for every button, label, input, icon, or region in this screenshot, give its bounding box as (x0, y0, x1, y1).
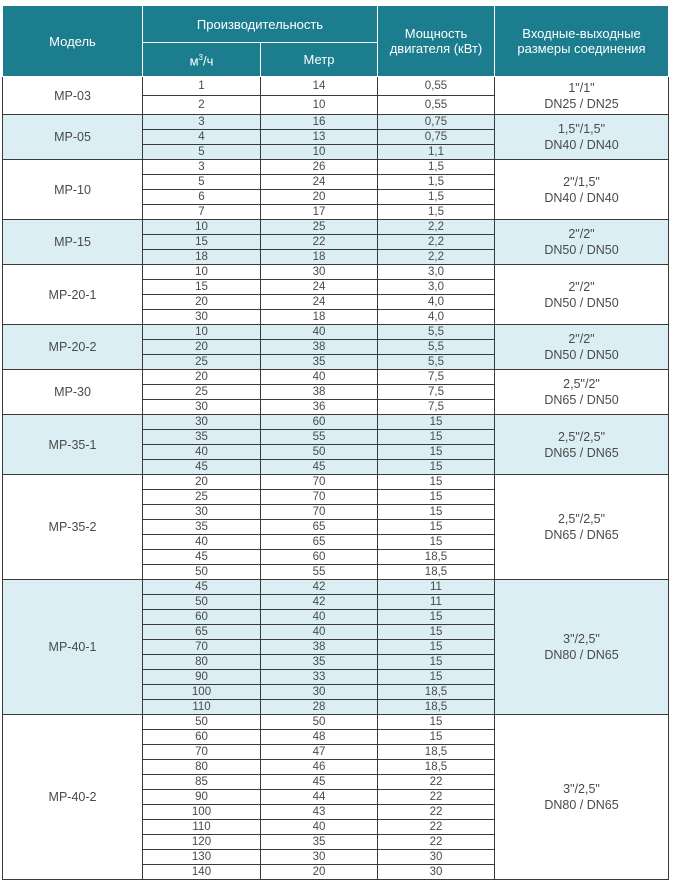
flow-cell: 30 (143, 310, 261, 325)
table-row (3, 220, 669, 235)
connection-size-line: DN65 / DN50 (544, 393, 619, 407)
flow-cell: 70 (143, 745, 261, 760)
flow-cell: 1 (143, 77, 261, 96)
power-cell: 15 (378, 505, 495, 520)
connection-size-cell (495, 475, 669, 580)
head-cell: 24 (261, 280, 378, 295)
flow-cell: 80 (143, 760, 261, 775)
connection-size-line: DN80 / DN65 (544, 648, 619, 662)
connection-size-line: DN40 / DN40 (544, 190, 619, 205)
connection-size-line: 2"/2" (568, 279, 595, 294)
flow-cell: 120 (143, 835, 261, 850)
head-cell: 60 (261, 415, 378, 430)
power-cell: 18,5 (378, 565, 495, 580)
pump-spec-table (2, 5, 669, 880)
head-cell: 40 (261, 610, 378, 625)
table-row (3, 325, 669, 340)
power-cell: 18,5 (378, 685, 495, 700)
head-cell: 46 (261, 760, 378, 775)
head-cell: 25 (261, 220, 378, 235)
head-cell: 70 (261, 505, 378, 520)
power-cell: 22 (378, 805, 495, 820)
head-cell: 24 (261, 295, 378, 310)
power-cell: 18,5 (378, 700, 495, 715)
head-cell: 26 (261, 160, 378, 175)
table-row (3, 370, 669, 385)
connection-size-cell (495, 265, 669, 325)
power-cell: 15 (378, 475, 495, 490)
power-cell: 1,5 (378, 160, 495, 175)
power-cell: 18,5 (378, 745, 495, 760)
flow-cell: 30 (143, 400, 261, 415)
connection-size-cell (495, 415, 669, 475)
flow-cell: 80 (143, 655, 261, 670)
connection-size-line: 2"/2" (568, 332, 595, 346)
head-cell: 30 (261, 685, 378, 700)
head-cell: 13 (261, 130, 378, 145)
power-cell: 7,5 (378, 385, 495, 400)
head-cell: 33 (261, 670, 378, 685)
model-header: Модель (3, 6, 143, 77)
power-cell: 15 (378, 445, 495, 460)
head-cell: 16 (261, 115, 378, 130)
head-cell: 35 (261, 355, 378, 370)
head-cell: 18 (261, 310, 378, 325)
power-cell: 1,5 (378, 190, 495, 205)
power-cell: 22 (378, 775, 495, 790)
head-cell: 47 (261, 745, 378, 760)
connection-size-line: DN50 / DN50 (544, 295, 619, 310)
connection-size-cell (495, 160, 669, 220)
power-cell: 15 (378, 670, 495, 685)
head-cell: 45 (261, 775, 378, 790)
connection-size-cell (495, 325, 669, 370)
flow-cell: 18 (143, 250, 261, 265)
connection-size-line: DN25 / DN25 (544, 96, 619, 111)
power-cell: 22 (378, 820, 495, 835)
head-cell: 55 (261, 430, 378, 445)
power-cell: 11 (378, 595, 495, 610)
connection-size-line: DN65 / DN65 (544, 445, 619, 460)
power-cell: 0,55 (378, 96, 495, 115)
power-cell: 15 (378, 610, 495, 625)
power-cell: 15 (378, 655, 495, 670)
head-cell: 36 (261, 400, 378, 415)
power-cell: 18,5 (378, 550, 495, 565)
head-cell: 65 (261, 520, 378, 535)
head-cell: 50 (261, 445, 378, 460)
flow-cell: 100 (143, 685, 261, 700)
head-cell: 60 (261, 550, 378, 565)
table-row (3, 77, 669, 96)
connection-size-line: 3"/2,5" (563, 782, 600, 796)
table-row (3, 715, 669, 730)
flow-cell: 60 (143, 730, 261, 745)
flow-cell: 20 (143, 295, 261, 310)
flow-cell: 100 (143, 805, 261, 820)
flow-cell: 130 (143, 850, 261, 865)
flow-cell: 20 (143, 370, 261, 385)
power-cell: 1,5 (378, 205, 495, 220)
connection-size-line: 2,5"/2,5" (557, 512, 606, 526)
flow-cell: 35 (143, 430, 261, 445)
table-row (3, 160, 669, 175)
power-cell: 3,0 (378, 265, 495, 280)
power-cell: 5,5 (378, 355, 495, 370)
head-cell: 38 (261, 340, 378, 355)
power-cell: 3,0 (378, 280, 495, 295)
power-cell: 2,2 (378, 220, 495, 235)
flow-cell: 25 (143, 385, 261, 400)
flow-cell: 20 (143, 340, 261, 355)
head-cell: 45 (261, 460, 378, 475)
power-cell: 15 (378, 730, 495, 745)
flow-cell: 50 (143, 565, 261, 580)
power-cell: 30 (378, 865, 495, 880)
power-cell: 4,0 (378, 310, 495, 325)
power-cell: 30 (378, 850, 495, 865)
power-cell: 15 (378, 490, 495, 505)
flow-cell: 40 (143, 445, 261, 460)
head-cell: 35 (261, 835, 378, 850)
flow-cell: 50 (143, 595, 261, 610)
model-cell: MP-20-2 (3, 325, 143, 370)
power-cell: 0,75 (378, 130, 495, 145)
connection-size-line: DN50 / DN50 (544, 243, 619, 257)
power-cell: 15 (378, 625, 495, 640)
power-cell: 22 (378, 835, 495, 850)
head-cell: 50 (261, 715, 378, 730)
table-row (3, 580, 669, 595)
head-cell: 40 (261, 325, 378, 340)
table-row (3, 475, 669, 490)
model-cell: MP-15 (3, 220, 143, 265)
power-cell: 0,75 (378, 115, 495, 130)
head-cell: 24 (261, 175, 378, 190)
connection-size-line: 2"/2" (568, 227, 595, 241)
connection-size-cell (495, 580, 669, 715)
power-cell: 7,5 (378, 370, 495, 385)
flow-cell: 10 (143, 325, 261, 340)
power-cell: 1,5 (378, 175, 495, 190)
power-cell: 15 (378, 430, 495, 445)
head-cell: 55 (261, 565, 378, 580)
connection-size-line: 1"/1" (568, 80, 595, 95)
model-cell: MP-10 (3, 160, 143, 220)
flow-cell: 45 (143, 550, 261, 565)
power-cell: 22 (378, 790, 495, 805)
head-cell: 40 (261, 820, 378, 835)
connection-size-line: 2,5"/2,5" (557, 429, 606, 444)
power-cell: 15 (378, 460, 495, 475)
head-cell: 40 (261, 625, 378, 640)
power-cell: 7,5 (378, 400, 495, 415)
power-cell: 15 (378, 415, 495, 430)
head-cell: 40 (261, 370, 378, 385)
flow-cell: 2 (143, 96, 261, 115)
head-cell: 22 (261, 235, 378, 250)
head-cell: 14 (261, 77, 378, 96)
flow-cell: 10 (143, 265, 261, 280)
flow-cell: 65 (143, 625, 261, 640)
power-cell: 5,5 (378, 325, 495, 340)
head-cell: 18 (261, 250, 378, 265)
performance-header: Производительность (143, 6, 378, 43)
connection-size-cell (495, 77, 669, 115)
power-cell: 18,5 (378, 760, 495, 775)
flow-cell: 90 (143, 670, 261, 685)
head-cell: 48 (261, 730, 378, 745)
connection-size-cell (495, 220, 669, 265)
head-cell: 42 (261, 595, 378, 610)
flow-cell: 140 (143, 865, 261, 880)
table-row (3, 415, 669, 430)
flow-cell: 90 (143, 790, 261, 805)
head-cell: 70 (261, 475, 378, 490)
flow-cell: 6 (143, 190, 261, 205)
head-cell: 43 (261, 805, 378, 820)
connection-size-line: 2,5"/2" (563, 377, 600, 391)
flow-cell: 25 (143, 355, 261, 370)
head-cell: 38 (261, 640, 378, 655)
model-cell: MP-35-1 (3, 415, 143, 475)
flow-cell: 30 (143, 415, 261, 430)
head-cell: 20 (261, 190, 378, 205)
power-cell: 15 (378, 715, 495, 730)
power-cell: 2,2 (378, 250, 495, 265)
head-cell: 20 (261, 865, 378, 880)
power-cell: 15 (378, 520, 495, 535)
flow-cell: 20 (143, 475, 261, 490)
flow-cell: 60 (143, 610, 261, 625)
model-cell: MP-05 (3, 115, 143, 160)
flow-cell: 4 (143, 130, 261, 145)
connection-size-line: 1,5"/1,5" (557, 122, 606, 136)
head-cell: 28 (261, 700, 378, 715)
flow-cell: 85 (143, 775, 261, 790)
connection-size-line: DN65 / DN65 (544, 528, 619, 542)
model-cell: MP-03 (3, 77, 143, 115)
head-cell: 38 (261, 385, 378, 400)
power-header: Мощность двигателя (кВт) (378, 6, 495, 77)
power-cell: 15 (378, 535, 495, 550)
head-cell: 30 (261, 850, 378, 865)
model-cell: MP-40-2 (3, 715, 143, 880)
connection-size-line: 3"/2,5" (563, 632, 600, 646)
power-cell: 2,2 (378, 235, 495, 250)
model-cell: MP-35-2 (3, 475, 143, 580)
model-cell: MP-40-1 (3, 580, 143, 715)
power-cell: 1,1 (378, 145, 495, 160)
table-header (3, 6, 669, 77)
flow-cell: 3 (143, 160, 261, 175)
flow-cell: 25 (143, 490, 261, 505)
head-cell: 17 (261, 205, 378, 220)
table-row (3, 115, 669, 130)
connection-size-cell (495, 370, 669, 415)
flow-cell: 5 (143, 145, 261, 160)
flow-cell: 50 (143, 715, 261, 730)
flow-cell: 10 (143, 220, 261, 235)
flow-cell: 110 (143, 700, 261, 715)
connection-size-line: DN50 / DN50 (544, 348, 619, 362)
connection-size-line: DN80 / DN65 (544, 798, 619, 812)
head-unit-header: Метр (261, 43, 378, 77)
head-cell: 44 (261, 790, 378, 805)
flow-cell: 15 (143, 280, 261, 295)
flow-cell: 40 (143, 535, 261, 550)
power-cell: 5,5 (378, 340, 495, 355)
connection-size-line: DN40 / DN40 (544, 138, 619, 152)
power-cell: 4,0 (378, 295, 495, 310)
connection-size-cell (495, 715, 669, 880)
power-cell: 11 (378, 580, 495, 595)
table-body (3, 77, 669, 880)
head-cell: 65 (261, 535, 378, 550)
flow-cell: 7 (143, 205, 261, 220)
flow-cell: 35 (143, 520, 261, 535)
flow-cell: 15 (143, 235, 261, 250)
head-cell: 42 (261, 580, 378, 595)
flow-cell: 45 (143, 460, 261, 475)
head-cell: 30 (261, 265, 378, 280)
model-cell: MP-30 (3, 370, 143, 415)
flow-cell: 70 (143, 640, 261, 655)
model-cell: MP-20-1 (3, 265, 143, 325)
table-row (3, 265, 669, 280)
flow-cell: 30 (143, 505, 261, 520)
flow-cell: 5 (143, 175, 261, 190)
connections-header: Входные-выходные размеры соединения (495, 6, 669, 77)
flow-cell: 45 (143, 580, 261, 595)
flow-cell: 3 (143, 115, 261, 130)
power-cell: 15 (378, 640, 495, 655)
flow-cell: 110 (143, 820, 261, 835)
head-cell: 10 (261, 145, 378, 160)
head-cell: 70 (261, 490, 378, 505)
flow-unit-header: $м^3/ч$ (143, 43, 261, 77)
head-cell: 10 (261, 96, 378, 115)
connection-size-line: 2"/1,5" (563, 174, 600, 189)
power-cell: 0,55 (378, 77, 495, 96)
head-cell: 35 (261, 655, 378, 670)
connection-size-cell (495, 115, 669, 160)
